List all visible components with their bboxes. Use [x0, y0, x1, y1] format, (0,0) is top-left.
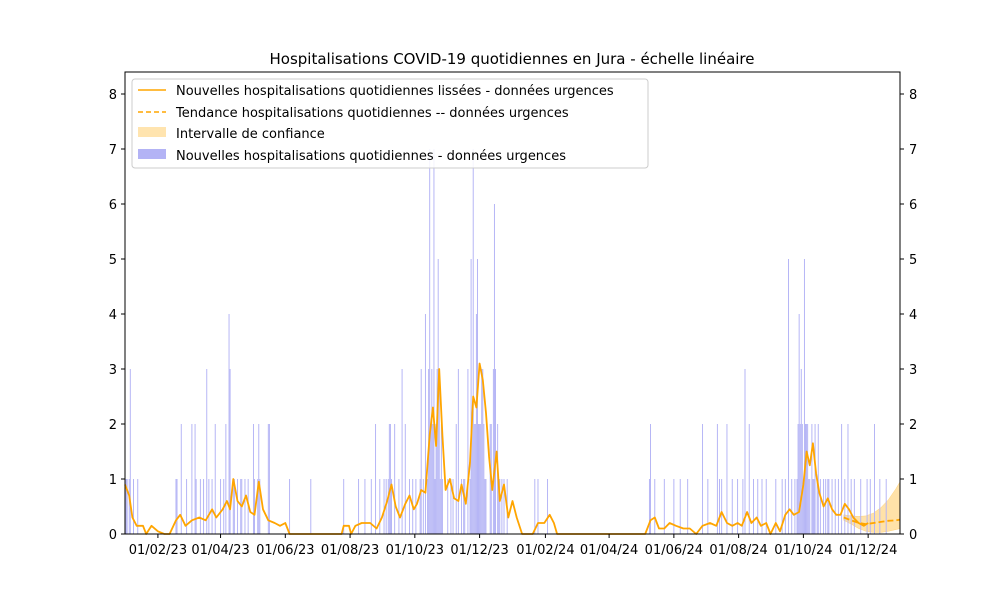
- daily-bar: [432, 424, 433, 534]
- daily-bar: [464, 479, 465, 534]
- daily-bar: [268, 424, 269, 534]
- daily-bar: [534, 479, 535, 534]
- daily-bar: [358, 479, 359, 534]
- legend-label-confidence: Intervalle de confiance: [176, 127, 325, 142]
- daily-bar: [870, 479, 871, 534]
- y-tick-label-left: 1: [108, 473, 117, 488]
- daily-bar: [435, 479, 436, 534]
- daily-bar: [812, 479, 813, 534]
- daily-bar: [811, 424, 812, 534]
- daily-bar: [473, 149, 474, 534]
- x-tick-label: 01/04/23: [191, 543, 250, 558]
- daily-bar: [800, 424, 801, 534]
- daily-bar: [650, 424, 651, 534]
- daily-bar: [364, 479, 365, 534]
- daily-bar: [206, 369, 207, 534]
- bars-layer: [125, 149, 887, 534]
- daily-bar: [797, 479, 798, 534]
- daily-bar: [867, 479, 868, 534]
- daily-bar: [133, 479, 134, 534]
- x-tick-label: 01/12/23: [450, 543, 509, 558]
- daily-bar: [809, 479, 810, 534]
- y-axis-right: [900, 88, 917, 543]
- x-tick-label: 01/08/23: [320, 543, 380, 558]
- daily-bar: [480, 424, 481, 534]
- daily-bar: [394, 424, 395, 534]
- daily-bar: [814, 479, 815, 534]
- daily-bar: [726, 424, 727, 534]
- daily-bar: [175, 479, 176, 534]
- daily-bar: [388, 479, 389, 534]
- daily-bar: [220, 479, 221, 534]
- daily-bar: [371, 479, 372, 534]
- daily-bar: [841, 424, 842, 534]
- x-tick-label: 01/02/24: [516, 543, 575, 558]
- daily-bar: [717, 424, 718, 534]
- daily-bar: [493, 369, 494, 534]
- y-tick-label-left: 5: [108, 253, 117, 268]
- daily-bar: [753, 479, 754, 534]
- y-axis-left: [109, 88, 125, 543]
- daily-bar: [483, 424, 484, 534]
- daily-bar: [721, 479, 722, 534]
- daily-bar: [547, 479, 548, 534]
- legend-label-smoothed: Nouvelles hospitalisations quotidiennes lissées - données urgences: [176, 84, 614, 99]
- legend-swatch-bars: [138, 149, 166, 159]
- daily-bar: [203, 479, 204, 534]
- daily-bar: [463, 479, 464, 534]
- daily-bar: [429, 149, 430, 534]
- x-tick-label: 01/02/23: [128, 543, 188, 558]
- daily-bar: [440, 479, 441, 534]
- daily-bar: [494, 204, 495, 534]
- daily-bar: [737, 479, 738, 534]
- y-tick-label-right: 6: [909, 198, 918, 213]
- daily-bar: [456, 424, 457, 534]
- daily-bar: [806, 424, 807, 534]
- daily-bar: [258, 424, 259, 534]
- y-tick-label-left: 6: [108, 198, 117, 213]
- daily-bar: [799, 314, 800, 534]
- y-tick-label-left: 7: [108, 143, 117, 158]
- daily-bar: [854, 479, 855, 534]
- daily-bar: [458, 369, 459, 534]
- daily-bar: [838, 479, 839, 534]
- daily-bar: [470, 479, 471, 534]
- daily-bar: [441, 424, 442, 534]
- daily-bar: [310, 479, 311, 534]
- legend-label-bars: Nouvelles hospitalisations quotidiennes - données urgences: [176, 149, 566, 164]
- daily-bar: [289, 479, 290, 534]
- legend-swatch-confidence: [138, 127, 166, 137]
- y-tick-label-right: 8: [909, 88, 918, 103]
- daily-bar: [375, 424, 376, 534]
- daily-bar: [430, 424, 431, 534]
- daily-bar: [423, 479, 424, 534]
- daily-bar: [802, 424, 803, 534]
- daily-bar: [420, 479, 421, 534]
- daily-bar: [453, 479, 454, 534]
- daily-bar: [794, 479, 795, 534]
- daily-bar: [801, 369, 802, 534]
- x-tick-label: 01/12/24: [838, 543, 898, 558]
- legend-label-trend: Tendance hospitalisations quotidiennes -- données urgences: [176, 106, 569, 121]
- y-tick-label-left: 3: [108, 363, 117, 378]
- daily-bar: [433, 149, 434, 534]
- daily-bar: [479, 424, 480, 534]
- y-tick-label-right: 3: [909, 363, 918, 378]
- daily-bar: [664, 479, 665, 534]
- daily-bar: [825, 479, 826, 534]
- daily-bar: [886, 479, 887, 534]
- daily-bar: [476, 314, 477, 534]
- daily-bar: [398, 479, 399, 534]
- daily-bar: [805, 424, 806, 534]
- daily-bar: [808, 479, 809, 534]
- confidence-interval-area: [844, 482, 900, 533]
- daily-bar: [835, 479, 836, 534]
- daily-bar: [379, 479, 380, 534]
- daily-bar: [269, 424, 270, 534]
- daily-bar: [196, 479, 197, 534]
- y-tick-label-left: 0: [108, 528, 117, 543]
- daily-bar: [791, 479, 792, 534]
- x-tick-label: 01/10/23: [385, 543, 445, 558]
- daily-bar: [212, 479, 213, 534]
- daily-bar: [680, 479, 681, 534]
- daily-bar: [654, 479, 655, 534]
- daily-bar: [798, 424, 799, 534]
- daily-bar: [478, 424, 479, 534]
- y-tick-label-right: 2: [909, 418, 918, 433]
- daily-bar: [431, 369, 432, 534]
- x-tick-label: 01/04/24: [579, 543, 639, 558]
- x-tick-label: 01/10/24: [774, 543, 833, 558]
- y-tick-label-left: 4: [108, 308, 117, 323]
- daily-bar: [485, 479, 486, 534]
- daily-bar: [425, 314, 426, 534]
- y-tick-label-right: 1: [909, 473, 918, 488]
- daily-bar: [827, 479, 828, 534]
- daily-bar: [191, 424, 192, 534]
- daily-bar: [384, 479, 385, 534]
- daily-bar: [208, 479, 209, 534]
- daily-bar: [482, 369, 483, 534]
- daily-bar: [860, 479, 861, 534]
- smoothed-line-layer: [125, 364, 868, 535]
- daily-bar: [427, 479, 428, 534]
- daily-bar: [471, 259, 472, 534]
- daily-bar: [820, 479, 821, 534]
- smoothed-line: [125, 364, 868, 535]
- x-tick-label: 01/06/23: [256, 543, 315, 558]
- chart-title: Hospitalisations COVID-19 quotidiennes en Jura - échelle linéaire: [269, 50, 755, 68]
- daily-bar: [442, 479, 443, 534]
- y-tick-label-right: 7: [909, 143, 918, 158]
- daily-bar: [177, 479, 178, 534]
- daily-bar: [874, 424, 875, 534]
- daily-bar: [702, 424, 703, 534]
- daily-bar: [229, 314, 230, 534]
- daily-bar: [785, 479, 786, 534]
- legend: [132, 79, 648, 168]
- daily-bar: [804, 259, 805, 534]
- y-tick-label-left: 2: [108, 418, 117, 433]
- daily-bar: [501, 479, 502, 534]
- daily-bar: [467, 369, 468, 534]
- daily-bar: [828, 479, 829, 534]
- daily-bar: [475, 424, 476, 534]
- daily-bar: [707, 479, 708, 534]
- daily-bar: [474, 424, 475, 534]
- x-axis: [129, 534, 898, 558]
- daily-bar: [484, 479, 485, 534]
- y-tick-label-left: 8: [108, 88, 117, 103]
- daily-bar: [389, 424, 390, 534]
- x-tick-label: 01/06/24: [644, 543, 704, 558]
- daily-bar: [848, 424, 849, 534]
- daily-bar: [687, 479, 688, 534]
- daily-bar: [129, 479, 130, 534]
- daily-bar: [390, 424, 391, 534]
- daily-bar: [421, 369, 422, 534]
- y-tick-label-right: 5: [909, 253, 918, 268]
- y-tick-label-right: 4: [909, 308, 918, 323]
- daily-bar: [253, 424, 254, 534]
- daily-bar: [405, 424, 406, 534]
- daily-bar: [225, 424, 226, 534]
- daily-bar: [879, 479, 880, 534]
- daily-bar: [788, 259, 789, 534]
- daily-bar: [815, 424, 816, 534]
- daily-bar: [200, 479, 201, 534]
- daily-bar: [409, 479, 410, 534]
- daily-bar: [195, 424, 196, 534]
- daily-bar: [851, 479, 852, 534]
- daily-bar: [237, 479, 238, 534]
- daily-bar: [481, 369, 482, 534]
- daily-bar: [745, 369, 746, 534]
- confidence-band: [844, 482, 900, 533]
- daily-bar: [757, 479, 758, 534]
- daily-bar: [244, 479, 245, 534]
- y-tick-label-right: 0: [909, 528, 918, 543]
- daily-bar: [807, 424, 808, 534]
- x-tick-label: 01/08/24: [709, 543, 768, 558]
- daily-bar: [719, 479, 720, 534]
